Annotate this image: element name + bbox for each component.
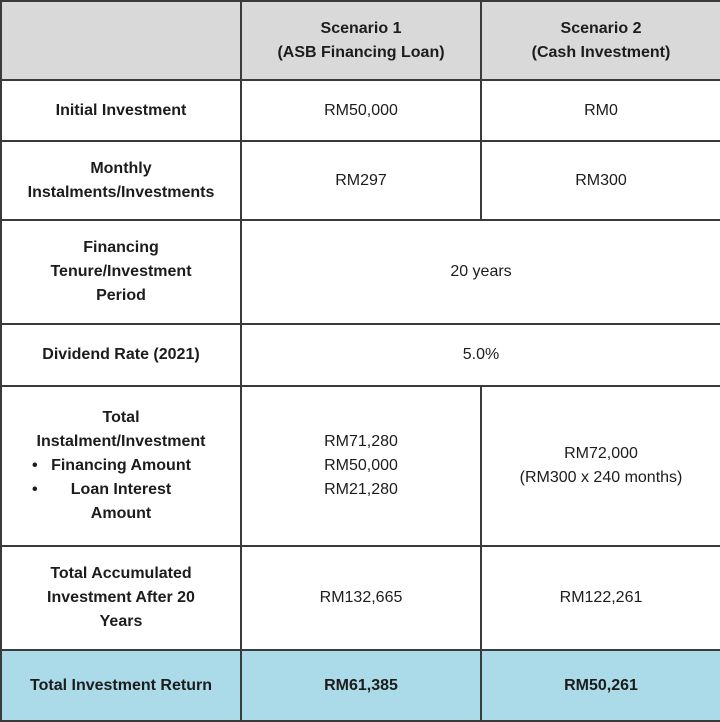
initial-investment-label: Initial Investment [1, 80, 241, 141]
total-instalment-label [1, 386, 241, 546]
monthly-s1: RM297 [241, 141, 481, 220]
row-dividend [1, 324, 720, 386]
total-instalment-s1-financing: RM50,000 [324, 457, 398, 474]
monthly-s2: RM300 [481, 141, 720, 220]
financing-amount-item [10, 454, 232, 478]
monthly-label-line1: Monthly [90, 159, 152, 177]
row-tenure [1, 220, 720, 324]
loan-interest-label: Loan Interest [70, 481, 172, 498]
row-accumulated [1, 546, 720, 650]
dividend-label: Dividend Rate (2021) [1, 324, 241, 386]
total-instalment-s1-interest: RM21,280 [324, 481, 398, 498]
scenario1-header [241, 1, 481, 80]
row-monthly [1, 141, 720, 220]
dividend-value: 5.0% [241, 324, 720, 386]
loan-interest-label-line2: Amount [90, 505, 152, 522]
total-instalment-s1 [241, 386, 481, 546]
accumulated-label-line3: Years [99, 613, 143, 630]
tenure-label-line1: Financing [83, 239, 159, 256]
initial-investment-s1: RM50,000 [241, 80, 481, 141]
scenario1-title: Scenario 1 [320, 19, 402, 37]
accumulated-label [1, 546, 241, 650]
total-instalment-label-line1: Total [102, 409, 140, 426]
initial-investment-s2: RM0 [481, 80, 720, 141]
bullet-icon: • [32, 457, 38, 474]
tenure-value: 20 years [241, 220, 720, 324]
total-instalment-s2 [481, 386, 720, 546]
total-instalment-s2-detail: (RM300 x 240 months) [519, 469, 683, 486]
accumulated-s1: RM132,665 [241, 546, 481, 650]
accumulated-s2: RM122,261 [481, 546, 720, 650]
row-total-instalment [1, 386, 720, 546]
scenario2-subtitle: (Cash Investment) [531, 43, 671, 61]
total-instalment-label-line2: Instalment/Investment [36, 433, 206, 450]
tenure-label-line2: Tenure/Investment [50, 263, 192, 280]
tenure-label-line3: Period [96, 287, 146, 304]
total-instalment-s2-total: RM72,000 [564, 445, 638, 462]
total-return-s1: RM61,385 [241, 650, 481, 721]
header-row [1, 1, 720, 80]
accumulated-label-line2: Investment After 20 [47, 589, 195, 606]
tenure-label [1, 220, 241, 324]
row-total-return [1, 650, 720, 721]
accumulated-label-line1: Total Accumulated [50, 565, 192, 582]
header-corner-cell [1, 1, 241, 80]
scenario2-header [481, 1, 720, 80]
scenario1-subtitle: (ASB Financing Loan) [277, 43, 445, 61]
total-return-s2: RM50,261 [481, 650, 720, 721]
row-initial-investment [1, 80, 720, 141]
monthly-label [1, 141, 241, 220]
loan-interest-item [10, 478, 232, 502]
scenario2-title: Scenario 2 [560, 19, 642, 37]
financing-amount-label: Financing Amount [51, 457, 191, 474]
total-return-label: Total Investment Return [1, 650, 241, 721]
bullet-icon: • [32, 481, 38, 498]
total-instalment-s1-total: RM71,280 [324, 433, 398, 450]
monthly-label-line2: Instalments/Investments [27, 183, 215, 201]
